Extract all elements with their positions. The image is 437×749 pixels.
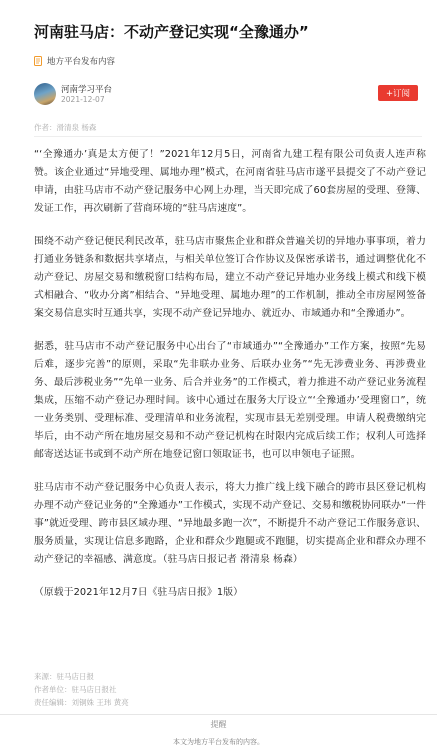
meta-editor: 责任编辑：刘铜姝 王玮 黄亮 <box>34 698 129 707</box>
article-body <box>34 146 426 617</box>
divider <box>34 136 422 137</box>
paragraph: 据悉，驻马店市不动产登记服务中心出台了“市域通办”“全豫通办”工作方案，按照“先易后难，逐步完善”的原则，采取“先非联办业务、后联办业务”“先无涉费业务、再涉费业务、最后涉税业务”“先单一业务、后合并业务”的工作模式，着力推进不动产登记业务流程集成，压缩不动产登记办理时间。该中心通过在服务大厅设立“‘全豫通办’受理窗口”，统一业务类别、受理标准、受理清单和业务流程，实现市县无差别受理。申请人税费缴纳完毕后，由不动产所在地房屋交易和不动产登记机构在时限内完成后续工作；权利人可选择邮寄送达证书或到不动产所在地登记窗口领取证书，也可以申领电子证照。 <box>34 341 426 460</box>
author-row <box>34 82 422 108</box>
article-meta <box>34 670 129 709</box>
avatar[interactable] <box>34 83 56 105</box>
paragraph: 围绕不动产登记便民利民改革，驻马店市聚焦企业和群众普遍关切的异地办事事项，着力打通业务链条和数据共享堵点，与相关单位签订合作协议及保密承诺书，通过调整优化不动产登记、房屋交易和缴税窗口结构布局，建立不动产登记异地办业务线上模式和线下模式相融合、“收办分离”相结合、“异地受理、属地办理”的工作机制，推动全市房屋网签备案交易信息实时互通共享，实现不动产登记异地办、就近办、市域通办和“全豫通办”。 <box>34 236 426 319</box>
paragraph: （原载于2021年12月7日《驻马店日报》1版） <box>34 587 244 598</box>
paragraph: 驻马店市不动产登记服务中心负责人表示，将大力推广线上线下融合的跨市县区登记机构办理不动产登记业务的“全豫通办”工作模式，实现不动产登记、交易和缴税协同联办“一件事”就近受理、跨市县区域办理、“异地最多跑一次”，不断提升不动产登记工作服务意识、服务质量，实现让信息多跑路，企业和群众少跑腿或不跑腿，切实提高企业和群众办理不动产登记的幸福感、满意度。（驻马店日报记者 滑清泉 杨森） <box>34 482 426 565</box>
article-title: 河南驻马店：不动产登记实现“全豫通办” <box>34 23 309 41</box>
meta-author-unit: 作者单位：驻马店日报社 <box>34 685 117 694</box>
publish-date: 2021-12-07 <box>61 95 105 104</box>
meta-source: 来源：驻马店日报 <box>34 672 94 681</box>
divider <box>0 714 437 715</box>
footer-note: 本文为地方平台发布的内容。 <box>173 738 264 746</box>
paragraph: “‘全豫通办’真是太方便了！”2021年12月5日，河南省九建工程有限公司负责人连声称赞。该企业通过“异地受理、属地办理”模式，在河南省驻马店市遂平县提交了不动产登记申请，由驻马店市不动产登记服务中心网上办理，当天即完成了60套房屋的受理、登簿、发证工作，再次刷新了营商环境的“驻马店速度”。 <box>34 149 426 214</box>
byline: 作者：滑清泉 杨森 <box>34 123 97 132</box>
source-label: 地方平台发布内容 <box>47 57 116 67</box>
subscribe-button[interactable]: +订阅 <box>378 85 418 101</box>
author-name[interactable]: 河南学习平台 <box>61 85 113 95</box>
source-badge <box>34 53 115 69</box>
document-icon <box>34 56 42 66</box>
footer-title: 提醒 <box>210 720 227 729</box>
